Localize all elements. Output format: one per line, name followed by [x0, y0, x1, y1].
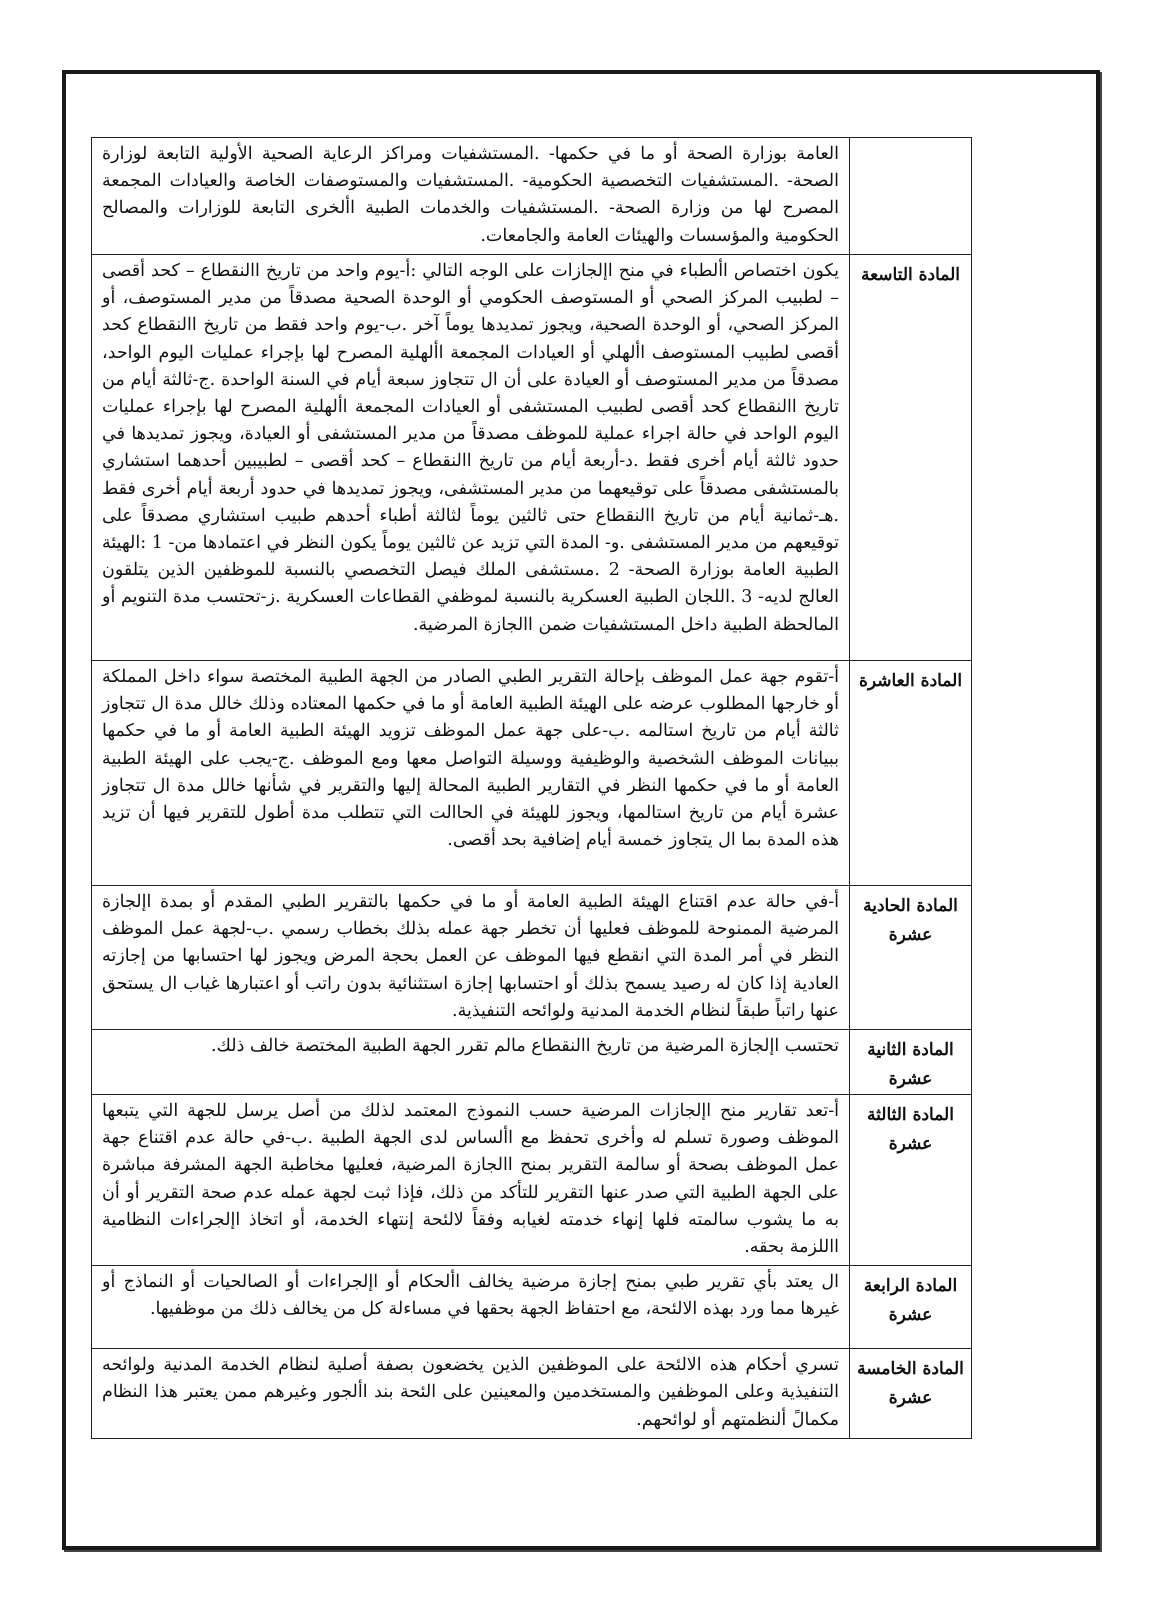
- table-row: [92, 138, 972, 255]
- table-row: [92, 1030, 972, 1095]
- article-label: المادة العاشرة: [850, 661, 972, 886]
- article-text: العامة بوزارة الصحة أو ما في حكمها- .المستشفيات ومراكز الرعاية الصحية الأولية التابعة لوزارة الصحة- .المستشفيات التخصصية الحكومية- .المستشفيات والمستوصفات الخاصة والعيادات المجمعة المصرح لها من وزارة الصحة- .المستشفيات والخدمات الطبية األخرى التابعة للوزارات والمصالح الحكومية والمؤسسات والهيئات العامة والجامعات.: [92, 138, 850, 255]
- table-row: [92, 1349, 972, 1439]
- table-row: [92, 1095, 972, 1266]
- article-text: يكون اختصاص األطباء في منح اإلجازات على الوجه التالي :أ-يوم واحد من تاريخ االنقطاع – كحد أقصى – لطبيب المركز الصحي أو المستوصف الحكومي أو الوحدة الصحية مصدقاً من مدير المستوصف، أو المركز الصحي، أو الوحدة الصحية، ويجوز تمديدها يوماً آخر .ب-يوم واحد فقط من تاريخ االنقطاع كحد أقصى لطبيب المستوصف األهلي أو العيادات المجمعة األهلية المصرح لها بإجراء عمليات اليوم الواحد، مصدقاً من مدير المستوصف أو العيادة على أن ال تتجاوز سبعة أيام في السنة الواحدة .ج-ثالثة أيام من تاريخ االنقطاع كحد أقصى لطبيب المستشفى أو العيادات المجمعة األهلية المصرح لها بإجراء عمليات اليوم الواحد في حالة اجراء عملية للموظف مصدقاً من مدير المستشفى أو العيادة، ويجوز تمديدها في حدود ثالثة أيام أخرى فقط .د-أربعة أيام من تاريخ االنقطاع – كحد أقصى – لطبيبين أحدهما استشاري بالمستشفى مصدقاً على توقيعهما من مدير المستشفى، ويجوز تمديدها في حدود أربعة أيام أخرى فقط .هـ-ثمانية أيام من تاريخ االنقطاع حتى ثالثين يوماً لثالثة أطباء أحدهم طبيب استشاري مصدقاً على توقيعهم من مدير المستشفى .و- المدة التي تزيد عن ثالثين يوماً يكون النظر في اعتمادها من- 1 :الهيئة الطبية العامة بوزارة الصحة- 2 .مستشفى الملك فيصل التخصصي بالنسبة للموظفين الذين يتلقون العالج لديه- 3 .اللجان الطبية العسكرية بالنسبة لموظفي القطاعات العسكرية .ز-تحتسب مدة التنويم أو المالحظة الطبية داخل المستشفيات ضمن االجازة المرضية.: [92, 255, 850, 661]
- table-row: [92, 661, 972, 886]
- article-label: المادة الحادية عشرة: [850, 886, 972, 1030]
- article-label: [850, 138, 972, 255]
- article-label: المادة الثالثة عشرة: [850, 1095, 972, 1266]
- article-text: أ-تعد تقارير منح اإلجازات المرضية حسب النموذج المعتمد لذلك من أصل يرسل للجهة التي يتبعها الموظف وصورة تسلم له وأخرى تحفظ مع األساس لدى الجهة الطبية .ب-في حالة عدم اقتناع جهة عمل الموظف بصحة أو سالمة التقرير بمنح االجازة المرضية، فعليها مخاطبة الجهة المشرفة مباشرة على الجهة الطبية التي صدر عنها التقرير للتأكد من ذلك، فإذا ثبت لجهة عمله عدم صحة التقرير أو أن به ما يشوب سالمته فلها إنهاء خدمته لغيابه وفقاً لالئحة إنتهاء الخدمة، أو اتخاذ اإلجراءات النظامية االلزمة بحقه.: [92, 1095, 850, 1266]
- table-row: [92, 886, 972, 1030]
- article-text: ال يعتد بأي تقرير طبي بمنح إجازة مرضية يخالف األحكام أو اإلجراءات أو الصالحيات أو النماذج أو غيرها مما ورد بهذه الالئحة، مع احتفاظ الجهة بحقها في مساءلة كل من يخالف ذلك من موظفيها.: [92, 1266, 850, 1349]
- article-text: أ-في حالة عدم اقتناع الهيئة الطبية العامة أو ما في حكمها بالتقرير الطبي المقدم أو بمدة اإلجازة المرضية الممنوحة للموظف فعليها أن تخطر جهة عمله بذلك بخطاب رسمي .ب-لجهة عمل الموظف النظر في أمر المدة التي انقطع فيها الموظف عن العمل بحجة المرض ويجوز لها احتسابها من إجازته العادية إذا كان له رصيد يسمح بذلك أو احتسابها إجازة استثنائية بدون راتب أو اعتبارها غياب ال يستحق عنها راتباً طبقاً لنظام الخدمة المدنية ولوائحه التنفيذية.: [92, 886, 850, 1030]
- article-label: المادة الخامسة عشرة: [850, 1349, 972, 1439]
- article-text: أ-تقوم جهة عمل الموظف بإحالة التقرير الطبي الصادر من الجهة الطبية المختصة سواء داخل المملكة أو خارجها المطلوب عرضه على الهيئة الطبية العامة أو ما في حكمها المعتاده وذلك خالل مدة ال تتجاوز ثالثة أيام من تاريخ استالمه .ب-على جهة عمل الموظف تزويد الهيئة الطبية العامة أو ما في حكمها ببيانات الموظف الشخصية والوظيفية ووسيلة التواصل معها ومع الموظف .ج-يجب على الهيئة الطبية العامة أو ما في حكمها النظر في التقارير الطبية المحالة إليها والتقرير في شأنها خالل مدة ال تتجاوز عشرة أيام من تاريخ استالمها، ويجوز للهيئة في الحاالت التي تتطلب مدة أطول للتقرير فيها أن تزيد هذه المدة بما ال يتجاوز خمسة أيام إضافية بحد أقصى.: [92, 661, 850, 886]
- table-row: [92, 255, 972, 661]
- article-text: تحتسب اإلجازة المرضية من تاريخ االنقطاع مالم تقرر الجهة الطبية المختصة خالف ذلك.: [92, 1030, 850, 1095]
- article-label: المادة الرابعة عشرة: [850, 1266, 972, 1349]
- article-label: المادة التاسعة: [850, 255, 972, 661]
- regulation-articles-table: [91, 137, 972, 1439]
- article-label: المادة الثانية عشرة: [850, 1030, 972, 1095]
- article-text: تسري أحكام هذه الالئحة على الموظفين الذين يخضعون بصفة أصلية لنظام الخدمة المدنية ولوائحه التنفيذية وعلى الموظفين والمستخدمين والمعينين على الئحة بند األجور وغيرهم ممن يعتبر هذا النظام مكمالً ألنظمتهم أو لوائحهم.: [92, 1349, 850, 1439]
- table-row: [92, 1266, 972, 1349]
